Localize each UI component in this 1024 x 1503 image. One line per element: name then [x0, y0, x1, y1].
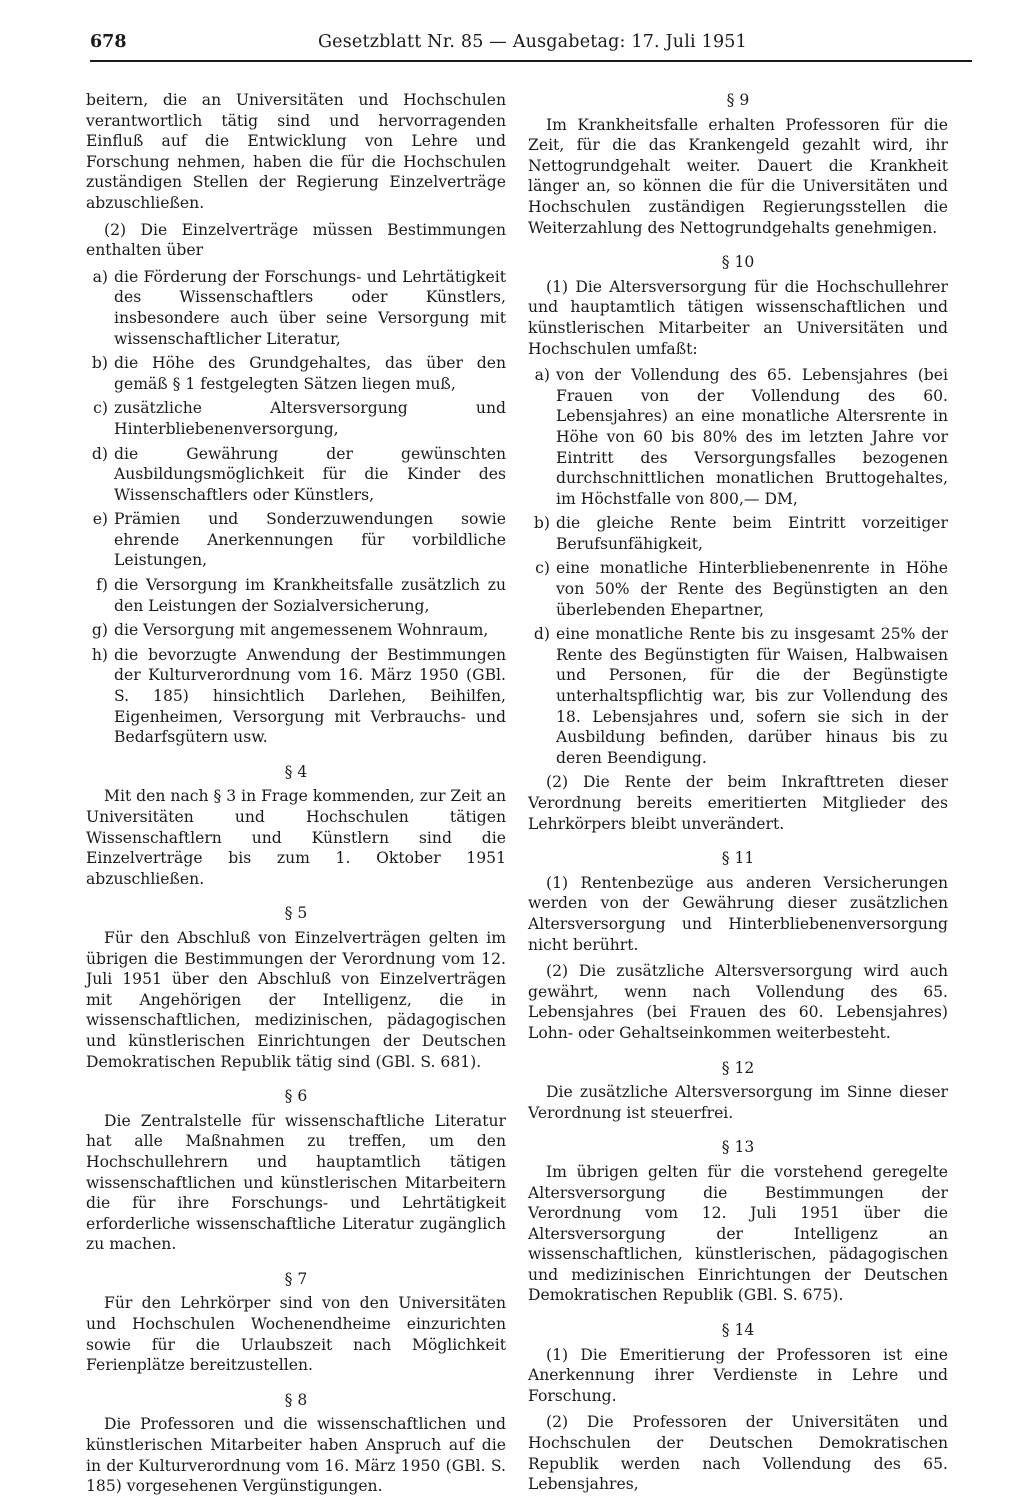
- list-item: [86, 509, 506, 571]
- list-item-label: b): [91, 354, 108, 373]
- list-item-text: die bevorzugte Anwendung der Bestimmungen der Kulturverordnung vom 16. März 1950 (GBl. S. 185) hinsichtlich Darlehen, Beihilfen, Eigenheimen, Versorgung mit Verbrauchs- und Bedarfsgütern usw.: [114, 645, 506, 747]
- contract-provisions-list: [86, 267, 506, 748]
- section-heading-10: § 10: [721, 253, 755, 272]
- section-heading-4: § 4: [284, 762, 308, 781]
- list-item-label: d): [91, 444, 108, 463]
- list-item-label: a): [92, 267, 108, 286]
- list-item: [86, 575, 506, 616]
- list-item-text: die Höhe des Grundgehaltes, das über den gemäß § 1 festgelegten Sätzen liegen muß,: [114, 354, 506, 393]
- list-item: [528, 513, 948, 554]
- page-header: [90, 30, 972, 62]
- list-item: [86, 645, 506, 748]
- section-heading-5: § 5: [284, 904, 308, 923]
- list-item-label: e): [92, 510, 108, 529]
- section-7-text: Für den Lehrkörper sind von den Universitäten und Hochschulen Wochenendheime einzurichten sowie für die Urlaubszeit nach Möglichkeit Ferienplätze bereitzustellen.: [86, 1294, 506, 1375]
- page-number: 678: [90, 32, 127, 52]
- list-item-text: die Förderung der Forschungs- und Lehrtätigkeit des Wissenschaftlers oder Künstlers, insbesondere auch über seine Versorgung mit wissenschaftlicher Literatur,: [114, 267, 506, 348]
- section-14-paragraph-2: (2) Die Professoren der Universitäten und Hochschulen der Deutschen Demokratischen Republik werden nach Vollendung des 65. Lebensjahres,: [528, 1413, 948, 1494]
- gazette-title: Gesetzblatt Nr. 85 — Ausgabetag: 17. Juli 1951: [318, 32, 747, 52]
- list-item-text: die Gewährung der gewünschten Ausbildungsmöglichkeit für die Kinder des Wissenschaftlers oder Künstlers,: [114, 444, 506, 504]
- section-heading-14: § 14: [721, 1321, 755, 1340]
- section-heading-8: § 8: [284, 1390, 308, 1409]
- list-item: [86, 444, 506, 506]
- section-4-text: Mit den nach § 3 in Frage kommenden, zur Zeit an Universitäten und Hochschulen tätigen Wissenschaftlern und Künstlern sind die Einzelverträge bis zum 1. Oktober 1951 abzuschließen.: [86, 787, 506, 888]
- list-item-text: die gleiche Rente beim Eintritt vorzeitiger Berufsunfähigkeit,: [556, 514, 948, 553]
- section-6-text: Die Zentralstelle für wissenschaftliche Literatur hat alle Maßnahmen zu treffen, um den Hochschullehrern und hauptamtlich tätigen wissenschaftlichen und künstlerischen Mitarbeitern die für ihre Forschungs- und Lehrtätigkeit erforderliche wissenschaftliche Literatur zugänglich zu machen.: [86, 1111, 506, 1254]
- list-item-label: g): [91, 621, 108, 640]
- section-14-paragraph-1: (1) Die Emeritierung der Professoren ist eine Anerkennung ihrer Verdienste in Lehre und Forschung.: [528, 1345, 948, 1405]
- list-item-label: d): [533, 625, 550, 644]
- list-item-text: eine monatliche Rente bis zu insgesamt 25% der Rente des Begünstigten für Waisen, Halbwaisen und Personen, für die der Begünstigte unterhaltspflichtig war, bis zur Vollendung des 18. Lebensjahres und, sofern sie sich in der Ausbildung befinden, darüber hinaus bis zu deren Beendigung.: [556, 625, 948, 767]
- list-item-text: die Versorgung im Krankheitsfalle zusätzlich zu den Leistungen der Sozialversicherung,: [114, 576, 506, 615]
- section-heading-11: § 11: [721, 849, 755, 868]
- list-item: [86, 353, 506, 394]
- list-item: [86, 398, 506, 439]
- section-heading-7: § 7: [284, 1269, 308, 1288]
- list-item-label: c): [535, 559, 550, 578]
- section-heading-13: § 13: [721, 1138, 755, 1157]
- section-5-text: Für den Abschluß von Einzelverträgen gelten im übrigen die Bestimmungen der Verordnung vom 12. Juli 1951 über den Abschluß von Einzelverträgen mit Angehörigen der Intelligenz, die in wissenschaftlichen, medizinischen, pädagogischen und künstlerischen Einrichtungen der Deutschen Demokratischen Republik tätig sind (GBl. S. 681).: [86, 928, 506, 1071]
- section-10-paragraph-1: (1) Die Altersversorgung für die Hochschullehrer und hauptamtlich tätigen wissenschaftlichen und künstlerischen Mitarbeiter an Universitäten und Hochschulen umfaßt:: [528, 277, 948, 358]
- list-item-label: c): [93, 399, 108, 418]
- list-item-text: die Versorgung mit angemessenem Wohnraum,: [114, 621, 489, 640]
- list-item-text: eine monatliche Hinterbliebenenrente in Höhe von 50% der Rente des Begünstigten an den überlebenden Ehepartner,: [556, 559, 948, 619]
- section-heading-12: § 12: [721, 1058, 755, 1077]
- section-11-paragraph-2: (2) Die zusätzliche Altersversorgung wird auch gewährt, wenn nach Vollendung des 65. Lebensjahres (bei Frauen des 60. Lebensjahres) Lohn- oder Gehaltseinkommen weiterbesteht.: [528, 962, 948, 1042]
- list-item-text: Prämien und Sonderzuwendungen sowie ehrende Anerkennungen für vorbildliche Leistungen,: [114, 510, 506, 570]
- pension-provisions-list: [528, 365, 948, 768]
- list-item: [528, 624, 948, 768]
- section-12-text: Die zusätzliche Altersversorgung im Sinne dieser Verordnung ist steuerfrei.: [528, 1083, 948, 1122]
- paragraph-continued: beitern, die an Universitäten und Hochschulen verantwortlich tätig sind und hervorragenden Einfluß auf die Entwicklung von Lehre und Forschung nehmen, haben die für die Hochschulen zuständigen Stellen der Regierung Einzelverträge abzuschließen.: [86, 91, 506, 212]
- list-item-label: b): [533, 514, 550, 533]
- list-item: [86, 620, 506, 641]
- right-column: [528, 90, 948, 1501]
- section-8-text: Die Professoren und die wissenschaftlichen und künstlerischen Mitarbeiter haben Anspruch auf die in der Kulturverordnung vom 16. März 1950 (GBl. S. 185) vorgesehenen Vergünstigungen.: [86, 1415, 506, 1496]
- section-10-paragraph-2: (2) Die Rente der beim Inkrafttreten dieser Verordnung bereits emeritierten Mitglieder des Lehrkörpers bleibt unverändert.: [528, 773, 948, 833]
- list-item: [528, 365, 948, 509]
- section-11-paragraph-1: (1) Rentenbezüge aus anderen Versicherungen werden von der Gewährung dieser zusätzlichen Altersversorgung und Hinterbliebenenversorgung nicht berührt.: [528, 873, 948, 954]
- section-heading-6: § 6: [284, 1087, 308, 1106]
- list-item-label: h): [91, 645, 108, 664]
- list-item-label: f): [96, 576, 108, 595]
- section-heading-9: § 9: [726, 91, 750, 109]
- paragraph-2-intro: (2) Die Einzelverträge müssen Bestimmungen enthalten über: [86, 220, 506, 260]
- left-column: [86, 90, 506, 1503]
- list-item-text: zusätzliche Altersversorgung und Hinterbliebenenversorgung,: [114, 399, 506, 438]
- list-item: [86, 267, 506, 349]
- list-item-text: von der Vollendung des 65. Lebensjahres (bei Frauen von der Vollendung des 60. Lebensjahres) an eine monatliche Altersrente in Höhe von 60 bis 80% des im letzten Jahre vor Eintritt des Versorgungsfalles bezogenen durchschnittlichen monatlichen Bruttogehaltes, im Höchstfalle von 800,— DM,: [556, 366, 948, 508]
- list-item: [528, 558, 948, 620]
- section-13-text: Im übrigen gelten für die vorstehend geregelte Altersversorgung die Bestimmungen der Verordnung vom 12. Juli 1951 über die Altersversorgung der Intelligenz an wissenschaftlichen, künstlerischen, pädagogischen und medizinischen Einrichtungen der Deutschen Demokratischen Republik (GBl. S. 675).: [528, 1162, 948, 1305]
- section-9-text: Im Krankheitsfalle erhalten Professoren für die Zeit, für die das Krankengeld gezahlt wird, ihr Nettogrundgehalt weiter. Dauert die Krankheit länger an, so können die für die Universitäten und Hochschulen zuständigen Regierungsstellen die Weiterzahlung des Nettogrundgehalts genehmigen.: [528, 115, 948, 237]
- list-item-label: a): [534, 366, 550, 385]
